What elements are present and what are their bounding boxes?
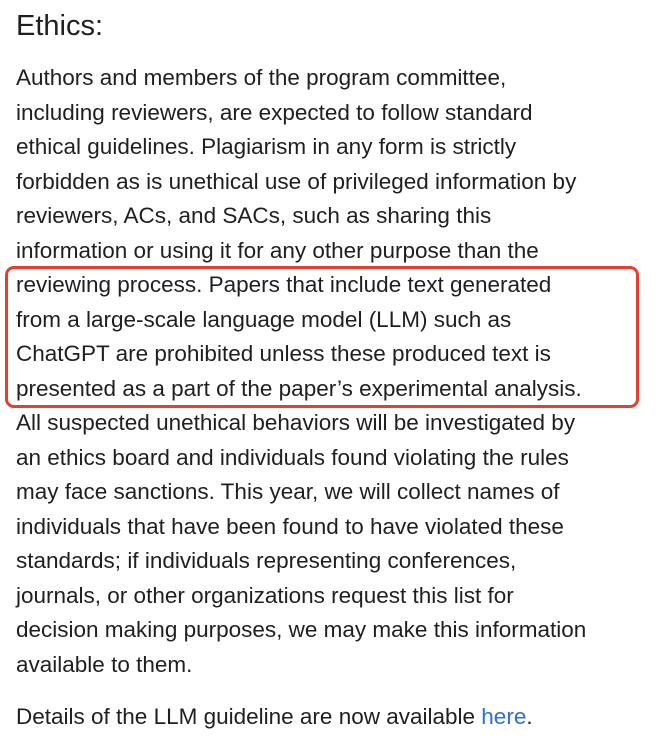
paragraph-line: standards; if individuals representing conferences, bbox=[16, 548, 517, 573]
paragraph-line-highlighted: reviewing process. Papers that include text generated bbox=[16, 272, 552, 297]
paragraph-line-highlighted: presented as a part of the paper’s experimental analysis. bbox=[16, 375, 582, 401]
llm-guideline-paragraph bbox=[16, 700, 533, 735]
paragraph-line: reviewers, ACs, and SACs, such as sharing this bbox=[16, 203, 492, 228]
paragraph-line: forbidden as is unethical use of privileged information by bbox=[16, 168, 577, 194]
paragraph-line: including reviewers, are expected to follow standard bbox=[16, 99, 533, 125]
paragraph-line: available to them. bbox=[16, 651, 193, 677]
paragraph-line: Authors and members of the program committee, bbox=[16, 65, 507, 90]
here-link[interactable]: here bbox=[481, 704, 527, 729]
paragraph-line: journals, or other organizations request this list for bbox=[16, 582, 514, 608]
guideline-text: Details of the LLM guideline are now available bbox=[16, 704, 482, 729]
paragraph-line: individuals that have been found to have violated these bbox=[16, 513, 564, 539]
paragraph-line: information or using it for any other purpose than the bbox=[16, 237, 539, 263]
paragraph-line: All suspected unethical behaviors will be investigated by bbox=[16, 410, 576, 435]
guideline-period: . bbox=[526, 704, 533, 729]
paragraph-line: ethical guidelines. Plagiarism in any form is strictly bbox=[16, 134, 517, 159]
paragraph-line-highlighted: from a large-scale language model (LLM) such as bbox=[16, 306, 512, 332]
paragraph-line: decision making purposes, we may make this information bbox=[16, 617, 587, 642]
paragraph-line-highlighted: ChatGPT are prohibited unless these produced text is bbox=[16, 341, 551, 366]
paragraph-line: may face sanctions. This year, we will collect names of bbox=[16, 479, 560, 504]
paragraph-line: an ethics board and individuals found violating the rules bbox=[16, 444, 569, 470]
highlight-annotation-box bbox=[5, 266, 639, 408]
section-title: Ethics: bbox=[16, 10, 104, 42]
